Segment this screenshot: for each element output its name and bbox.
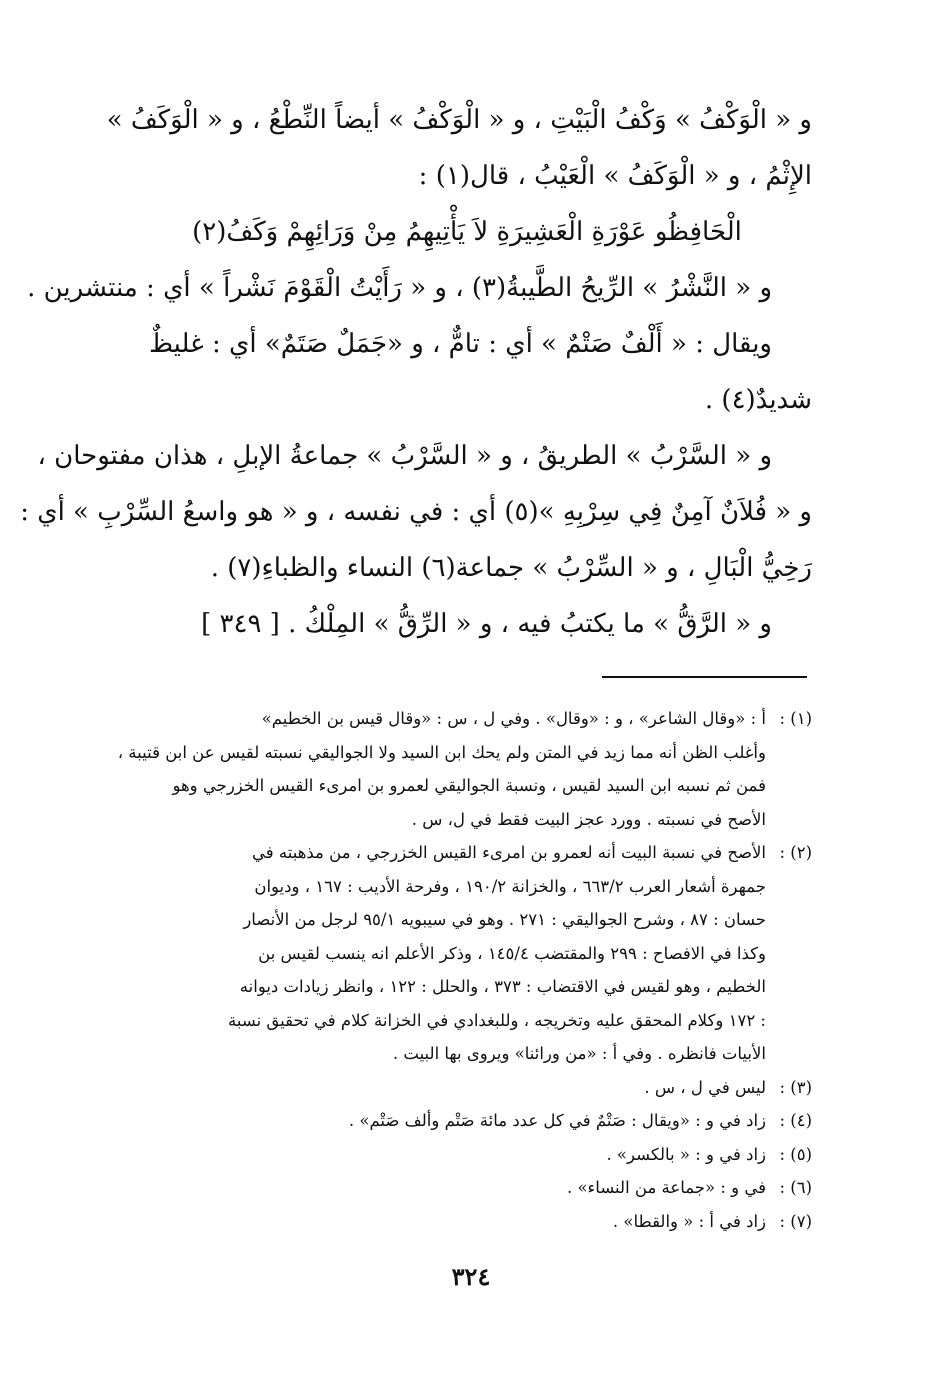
footnote-line: وأغلب الظن أنه مما زيد في المتن ولم يحك ابن السيد ولا الجواليقي نسبته لقيس عن ابن قتيبة ، — [117, 742, 766, 762]
main-text-line: رَخِيُّ الْبَالِ ، و « السِّرْبُ » جماعة(٦) النساء والظباءِ(٧) . — [210, 553, 812, 583]
footnote-body — [122, 1205, 766, 1239]
footnote-body — [118, 702, 766, 836]
footnote-1 — [117, 702, 812, 836]
footnote-line: فمن ثم نسبه ابن السيد لقيس ، ونسبة الجواليقي لعمرو بن امرىء القيس الخزرجي وهو — [172, 776, 766, 795]
footnote-number: (٧) : — [779, 1211, 812, 1231]
footnote-body — [122, 1138, 766, 1172]
footnote-line: حسان : ٨٧ ، وشرح الجواليقي : ٢٧١ . وهو في سيبويه ٩٥/١ لرجل من الأنصار — [243, 910, 766, 929]
footnote-7 — [122, 1205, 812, 1239]
footnote-4 — [122, 1104, 812, 1138]
footnote-line: الأصح في نسبة البيت أنه لعمرو بن امرىء القيس الخزرجي ، من مذهبته في — [252, 843, 766, 862]
footnote-body — [122, 1171, 766, 1205]
main-text — [20, 92, 812, 652]
footnote-6 — [122, 1171, 812, 1205]
footnote-line: زاد في أ : « والقطا» . — [612, 1211, 766, 1231]
main-text-line: و « فُلاَنٌ آمِنٌ فِي سِرْبِهِ »(٥) أي : في نفسه ، و « هو واسعُ السِّرْبِ » أي : — [20, 497, 812, 527]
footnote-line: في و : «جماعة من النساء» . — [566, 1178, 766, 1197]
footnote-line: أ : «وقال الشاعر» ، و : «وقال» . وفي ل ، س : «وقال قيس بن الخطيم» — [261, 709, 766, 728]
footnote-line: زاد في و : «ويقال : صَتْمٌ في كل عدد مائة صَتْم وألف صَتْم» . — [348, 1111, 766, 1130]
footnote-number: (٢) : — [779, 843, 812, 862]
footnote-3 — [122, 1071, 812, 1105]
footnote-body — [122, 1071, 766, 1105]
footnote-number: (١) : — [779, 709, 812, 728]
main-text-line: و « النَّشْرُ » الرِّيحُ الطَّيبةُ(٣) ، و « رَأَيْتُ الْقَوْمَ نَشْراً » أي : منتشرين . — [27, 273, 772, 303]
footnote-number: (٦) : — [779, 1178, 812, 1197]
main-text-line: الإِثْمُ ، و « الْوَكَفُ » الْعَيْبُ ، قال(١) : — [418, 161, 812, 191]
main-text-line: و « الرَّقُّ » ما يكتبُ فيه ، و « الرِّقُّ » المِلْكُ . [ ٣٤٩ ] — [201, 609, 772, 639]
footnotes — [117, 702, 812, 1238]
page-number: ٣٢٤ — [451, 1262, 491, 1291]
poetry-verse: الْحَافِظُو عَوْرَةِ الْعَشِيرَةِ لاَ يَأْتِيهِمُ مِنْ وَرَائِهِمْ وَكَفُ(٢) — [192, 217, 742, 247]
footnote-2 — [122, 836, 812, 1071]
footnote-number: (٤) : — [779, 1111, 812, 1130]
main-text-line: ويقال : « أَلْفٌ صَتْمٌ » أي : تامٌّ ، و «جَمَلٌ صَتَمٌ» أي : غليظٌ — [148, 329, 772, 359]
main-text-line: شديدٌ(٤) . — [704, 385, 812, 415]
footnote-number: (٥) : — [779, 1144, 812, 1164]
main-text-line: و « السَّرْبُ » الطريقُ ، و « السَّرْبُ » جماعةُ الإبلِ ، هذان مفتوحان ، — [37, 441, 772, 471]
footnote-line: : ١٧٢ وكلام المحقق عليه وتخريجه ، وللبغدادي في الخزانة كلام في تحقيق نسبة — [228, 1010, 766, 1030]
footnote-line: ليس في ل ، س . — [644, 1077, 766, 1097]
footnote-line: زاد في و : « بالكسر» . — [606, 1144, 766, 1164]
footnote-number: (٣) : — [779, 1077, 812, 1097]
footnote-line: الخطيم ، وهو لقيس في الاقتضاب : ٣٧٣ ، والحلل : ١٢٢ ، وانظر زيادات ديوانه — [239, 977, 766, 996]
footnote-body — [122, 836, 766, 1071]
main-text-line: و « الْوَكْفُ » وَكْفُ الْبَيْتِ ، و « الْوَكْفُ » أيضاً النِّطْعُ ، و « الْوَكَفُ » — [106, 105, 812, 135]
footnote-line: جمهرة أشعار العرب ٦٦٣/٢ ، والخزانة ١٩٠/٢ ، وفرحة الأديب : ١٦٧ ، وديوان — [254, 876, 766, 896]
footnote-line: الأبيات فانظره . وفي أ : «من ورائنا» ويروى بها البيت . — [392, 1044, 766, 1063]
footnote-line: الأصح في نسبته . وورد عجز البيت فقط في ل، س . — [411, 809, 766, 829]
footnote-5 — [122, 1138, 812, 1172]
footnote-body — [122, 1104, 766, 1138]
footnote-line: وكذا في الافصاح : ٢٩٩ والمقتضب ١٤٥/٤ ، وذكر الأعلم انه ينسب لقيس بن — [258, 943, 766, 963]
footnote-divider — [602, 676, 807, 678]
